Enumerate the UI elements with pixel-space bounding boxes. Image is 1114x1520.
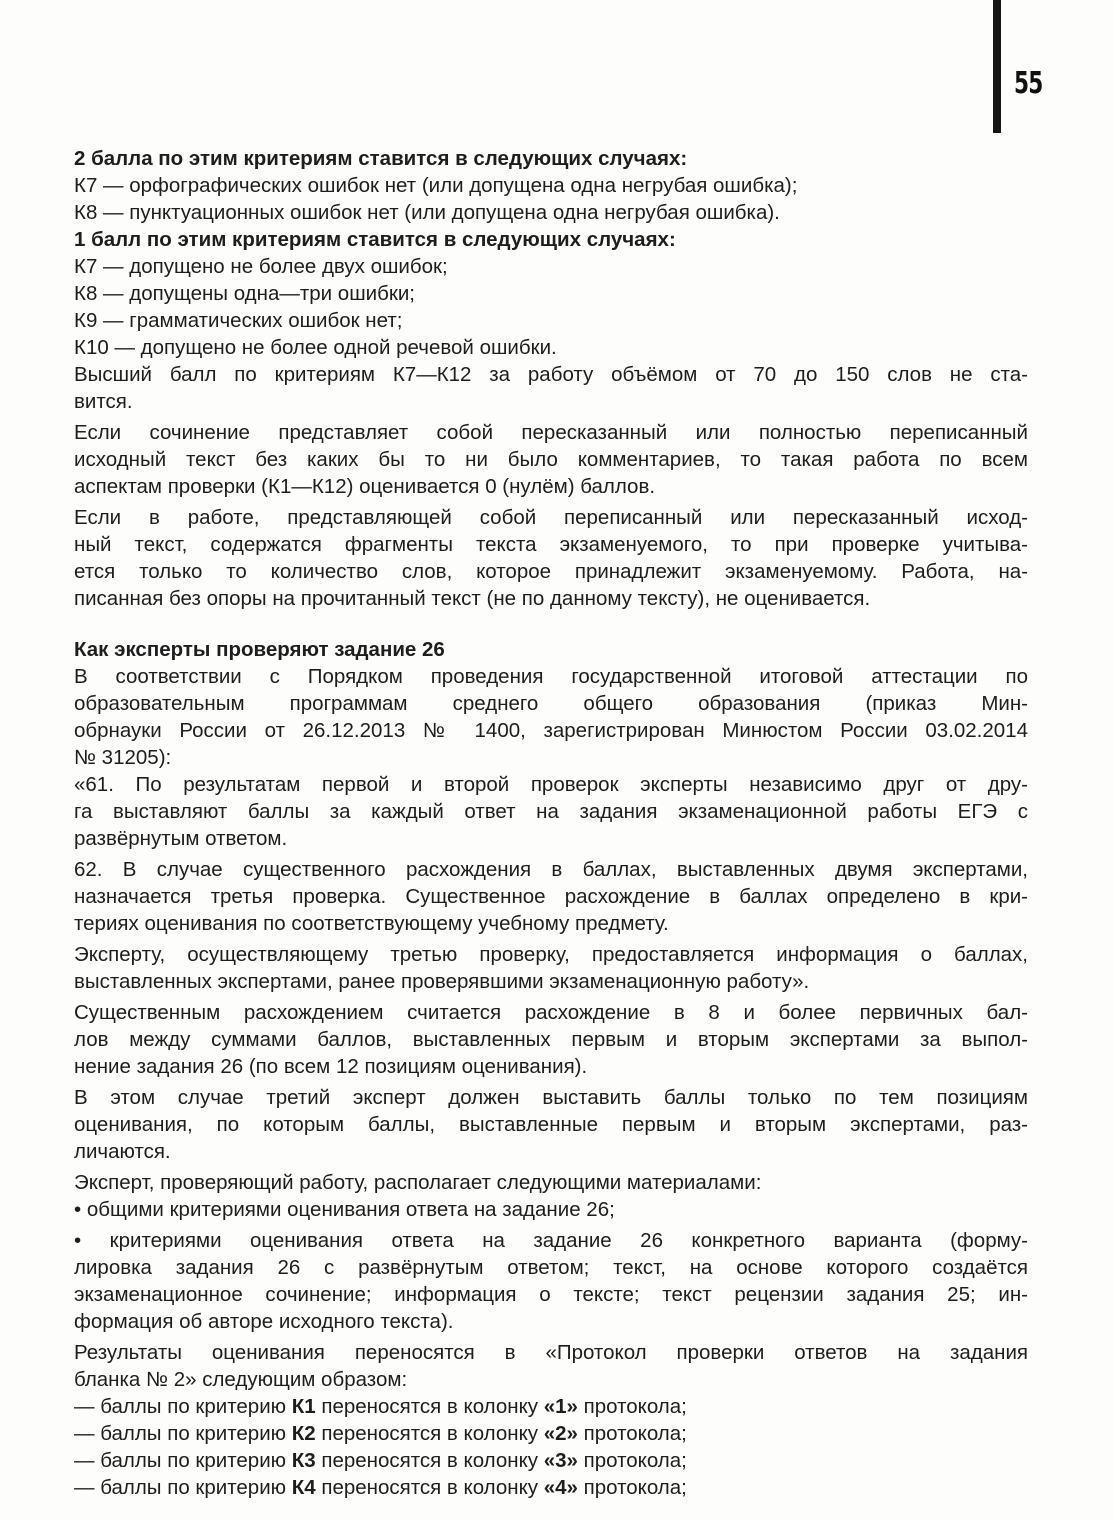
bullet-line: • общими критериями оценивания ответа на задание 26; — [74, 1198, 615, 1221]
paragraph-line: образовательным программам среднего общего образования (приказ Мин- — [74, 692, 1028, 715]
transfer-lead: — баллы по критерию — [74, 1449, 292, 1472]
quote-line: развёрнутым ответом. — [74, 827, 288, 850]
paragraph-line: ется только то количество слов, которое принадлежит экзаменуемому. Работа, на- — [74, 560, 1028, 583]
criteria-k10-line: К10 — допущено не более одной речевой ошибки. — [74, 336, 557, 359]
transfer-row — [74, 1474, 1028, 1501]
page-edge-bar — [993, 0, 1001, 133]
section-title: Как эксперты проверяют задание 26 — [74, 638, 445, 661]
criterion-code: К4 — [291, 1476, 316, 1499]
paragraph-line: В этом случае третий эксперт должен выставить баллы только по тем позициям — [74, 1086, 1028, 1109]
transfer-row — [74, 1420, 1028, 1447]
paragraph-line: обрнауки России от 26.12.2013 № 1400, зарегистрирован Минюстом России 03.02.2014 — [74, 719, 1028, 742]
quote-line: назначается третья проверка. Существенное расхождение в баллах определено в кри- — [74, 885, 1028, 908]
quote-line: териях оценивания по соответствующему учебному предмету. — [74, 912, 669, 935]
quote-line: Эксперту, осуществляющему третью проверку, предоставляется информация о баллах, — [74, 943, 1028, 966]
paragraph-line: нение задания 26 (по всем 12 позициям оценивания). — [74, 1055, 588, 1078]
column-code: «1» — [543, 1395, 578, 1418]
transfer-tail: протокола; — [577, 1476, 687, 1499]
paragraph-line: писанная без опоры на прочитанный текст (не по данному тексту), не оценивается. — [74, 587, 871, 610]
transfer-lead: — баллы по критерию — [74, 1395, 292, 1418]
paragraph-line: В соответствии с Порядком проведения государственной итоговой аттестации по — [74, 665, 1028, 688]
criterion-code: К1 — [291, 1395, 316, 1418]
paragraph-line: исходный текст без каких бы то ни было комментариев, то такая работа по всем — [74, 448, 1028, 471]
paragraph-line: Если сочинение представляет собой пересказанный или полностью переписанный — [74, 421, 1028, 444]
transfer-row — [74, 1393, 1028, 1420]
criteria-k7-line: К7 — орфографических ошибок нет (или допущена одна негрубая ошибка); — [74, 174, 798, 197]
bullet-line: лировка задания 26 с развёрнутым ответом; текст, на основе которого создаётся — [74, 1256, 1028, 1279]
paragraph-line: Результаты оценивания переносятся в «Протокол проверки ответов на задания — [74, 1341, 1028, 1364]
bullet-line: • критериями оценивания ответа на задание 26 конкретного варианта (форму- — [74, 1229, 1028, 1252]
paragraph-line: Высший балл по критериям К7—К12 за работу объёмом от 70 до 150 слов не ста- — [74, 363, 1028, 386]
paragraph-line: личаются. — [74, 1140, 171, 1163]
transfer-row — [74, 1447, 1028, 1474]
quote-line: 62. В случае существенного расхождения в баллах, выставленных двумя экспертами, — [74, 858, 1028, 881]
transfer-lead: — баллы по критерию — [74, 1476, 292, 1499]
criteria-k8-line: К8 — пунктуационных ошибок нет (или допущена одна негрубая ошибка). — [74, 201, 780, 224]
criterion-code: К2 — [291, 1422, 316, 1445]
transfer-tail: протокола; — [577, 1422, 687, 1445]
criteria-k7-line: К7 — допущено не более двух ошибок; — [74, 255, 448, 278]
criteria-k8-line: К8 — допущены одна—три ошибки; — [74, 282, 415, 305]
transfer-mid: переносятся в колонку — [315, 1449, 544, 1472]
column-code: «3» — [543, 1449, 578, 1472]
criterion-code: К3 — [291, 1449, 316, 1472]
transfer-mid: переносятся в колонку — [315, 1395, 544, 1418]
quote-line: га выставляют баллы за каждый ответ на задания экзаменационной работы ЕГЭ с — [74, 800, 1028, 823]
transfer-lead: — баллы по критерию — [74, 1422, 292, 1445]
paragraph-line: Эксперт, проверяющий работу, располагает следующими материалами: — [74, 1171, 762, 1194]
page-content — [74, 145, 1028, 1501]
quote-line: «61. По результатам первой и второй проверок эксперты независимо друг от дру- — [74, 773, 1028, 796]
criteria-k9-line: К9 — грамматических ошибок нет; — [74, 309, 403, 332]
paragraph-line: Существенным расхождением считается расхождение в 8 и более первичных бал- — [74, 1001, 1028, 1024]
transfer-tail: протокола; — [577, 1395, 687, 1418]
bullet-line: формация об авторе исходного текста). — [74, 1310, 454, 1333]
paragraph-line: Если в работе, представляющей собой переписанный или пересказанный исход- — [74, 506, 1028, 529]
bullet-line: экзаменационное сочинение; информация о тексте; текст рецензии задания 25; ин- — [74, 1283, 1028, 1306]
quote-line: выставленных экспертами, ранее проверявшими экзаменационную работу». — [74, 970, 810, 993]
transfer-mid: переносятся в колонку — [315, 1476, 544, 1499]
transfer-mid: переносятся в колонку — [315, 1422, 544, 1445]
criteria-heading-2-points: 2 балла по этим критериям ставится в следующих случаях: — [74, 147, 688, 170]
paragraph-line: ный текст, содержатся фрагменты текста экзаменуемого, то при проверке учитыва- — [74, 533, 1028, 556]
paragraph-line: бланка № 2» следующим образом: — [74, 1368, 408, 1391]
column-code: «2» — [543, 1422, 578, 1445]
criteria-heading-1-point: 1 балл по этим критериям ставится в следующих случаях: — [74, 228, 676, 251]
paragraph-line: вится. — [74, 390, 133, 413]
transfer-tail: протокола; — [577, 1449, 687, 1472]
paragraph-line: № 31205): — [74, 746, 172, 769]
paragraph-line: оценивания, по которым баллы, выставленные первым и вторым экспертами, раз- — [74, 1113, 1028, 1136]
page-number: 55 — [1014, 66, 1043, 101]
paragraph-line: аспектам проверки (К1—К12) оценивается 0 (нулём) баллов. — [74, 475, 656, 498]
column-code: «4» — [543, 1476, 578, 1499]
paragraph-line: лов между суммами баллов, выставленных первым и вторым экспертами за выпол- — [74, 1028, 1028, 1051]
